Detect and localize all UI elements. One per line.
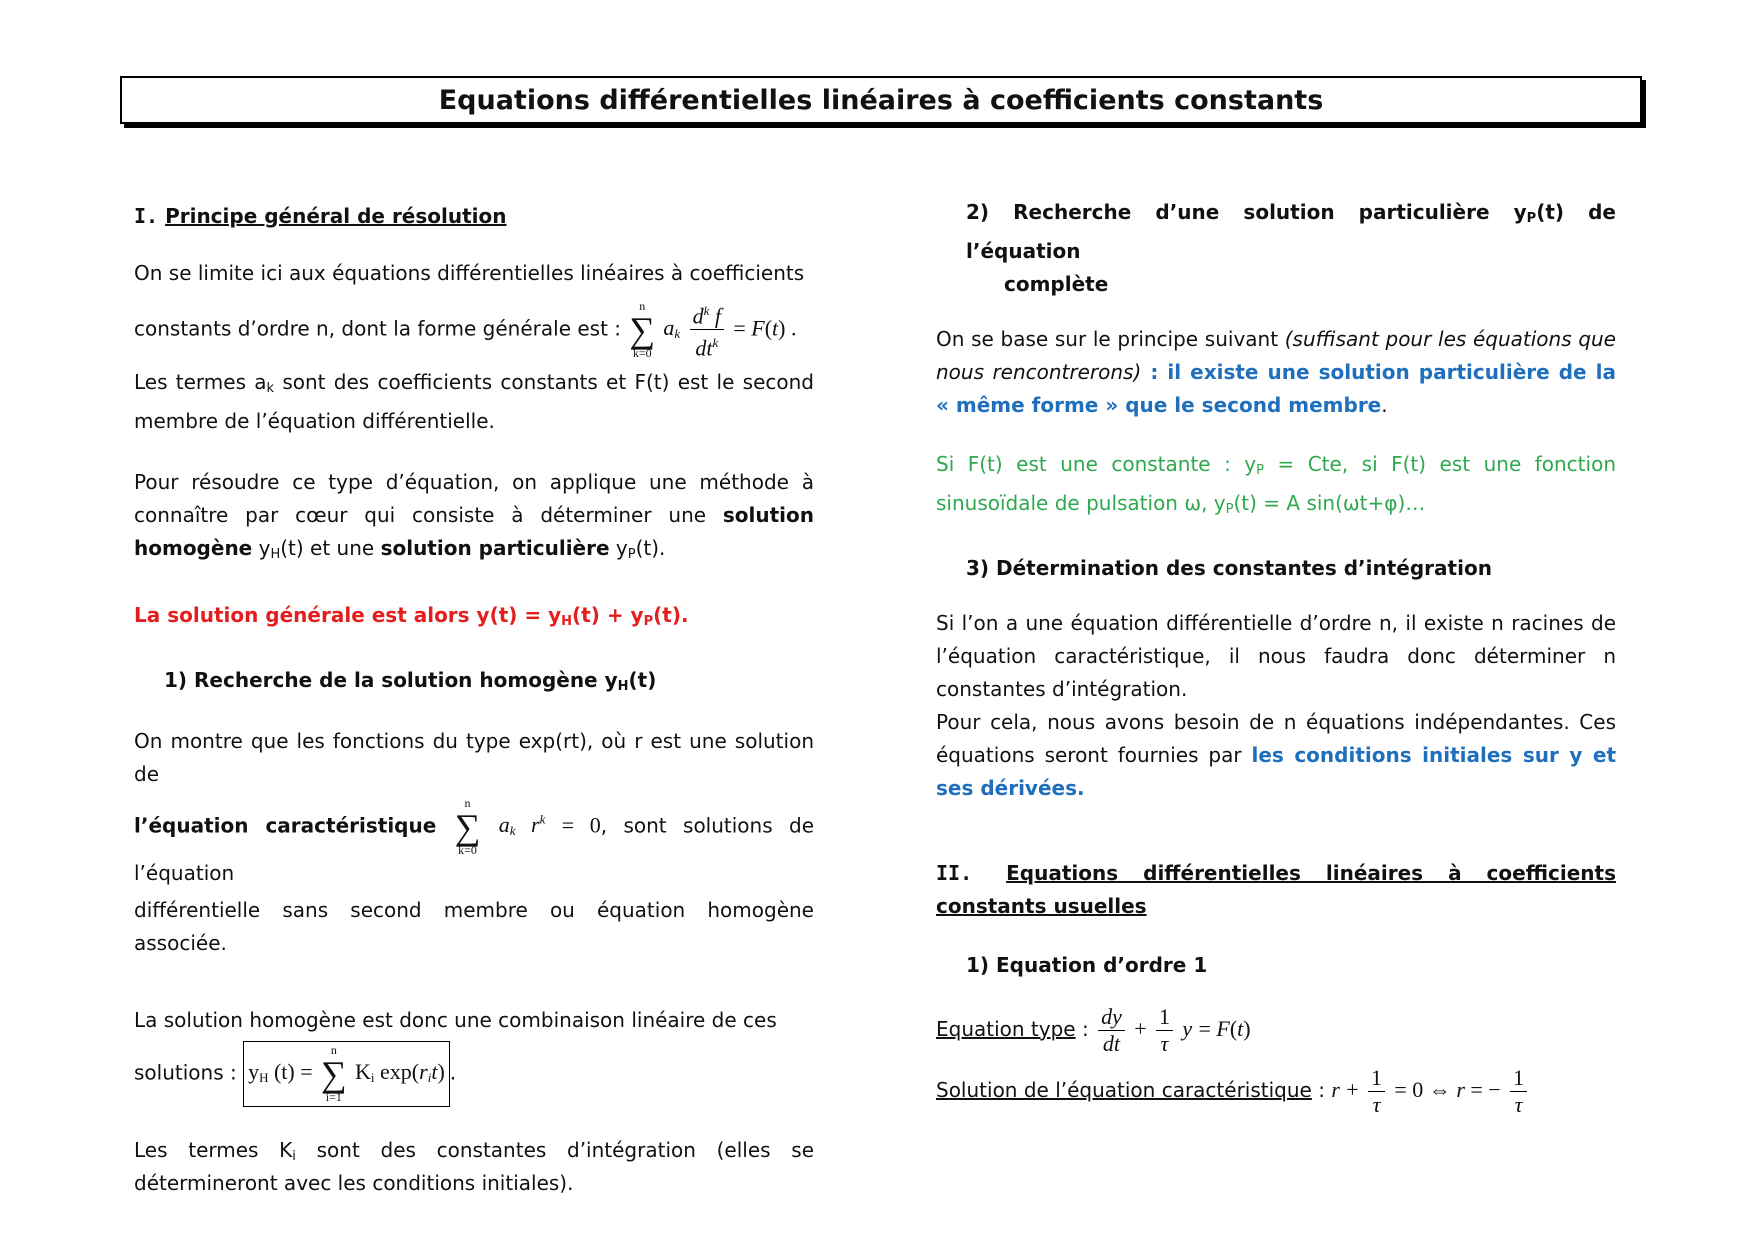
paragraph-solution-box: solutions : $y_H$ (t) = n ∑ i=1 $K_i$ $\exp(r_it)$ . [134, 1041, 814, 1107]
left-column [134, 200, 814, 1196]
equation-type-line: Equation type : $\frac{dy}{dt}$ + $\frac{1}{\tau}$ y = F(t) [936, 1004, 1251, 1056]
right-column [936, 196, 1616, 1118]
paragraph-general-form: constants d’ordre n, dont la forme générale est : n ∑ k=0 $a_k$ $\frac{d^k f}{dt^k}$ = F(t) . [134, 298, 797, 361]
homogeneous-solution-formula: $y_H$ (t) = n ∑ i=1 $K_i$ $\exp(r_it)$ [243, 1041, 450, 1107]
paragraph-roots: Si l’on a une équation différentielle d’ordre n, il existe n racines de l’équation caractéristique, il nous faudra donc déterminer n constantes d’intégration. [936, 611, 1616, 701]
paragraph-principle: On se base sur le principe suivant (suffisant pour les équations que nous rencontrerons) : il existe une solution particulière de la « même forme » que le second membre. [936, 327, 1617, 417]
paragraph-initial-conditions: Pour cela, nous avons besoin de n équations indépendantes. Ces équations seront fournies par les conditions initiales sur y et ses dérivées. [936, 710, 1616, 800]
general-solution-line: La solution générale est alors $y(t) = y_H(t) + y_P(t)$. [134, 602, 689, 629]
subsection-3-heading: 3) Détermination des constantes d’intégration [966, 556, 1492, 580]
section-1-heading: I. Principe général de résolution [134, 204, 507, 228]
paragraph-terms: Les termes $a_k$ sont des coefficients constants et F(t) est le second membre de l’équation différentielle. [134, 369, 814, 433]
paragraph-characteristic: On montre que les fonctions du type exp(rt), où r est une solution de [134, 728, 814, 786]
section-2-heading: II. Equations différentielles linéaires à coefficients constants usuelles [936, 861, 1616, 918]
paragraph-intro: On se limite ici aux équations différentielles linéaires à coefficients [134, 261, 805, 285]
paragraph-method: Pour résoudre ce type d’équation, on applique une méthode à connaître par cœur qui consiste à déterminer une solution homogène $y_H(t)$ et une solution particulière $y_P(t)$. [134, 469, 814, 562]
subsection-2-heading-cont: complète [1004, 272, 1109, 296]
paragraph-homogeneous: différentielle sans second membre ou équation homogène associée. [134, 897, 814, 955]
paragraph-particular-examples: Si F(t) est une constante : $y_P$ = Cte, si F(t) est une fonction sinusoïdale de pulsation ω, $y_P(t) = A$ sin(ωt+φ)… [936, 452, 1616, 517]
page-title: Equations différentielles linéaires à coefficients constants [438, 84, 1324, 116]
paragraph-characteristic-eq: l’équation caractéristique n ∑ k=0 $a_k$ $r^k = 0$, sont solutions de l’équation [134, 795, 815, 885]
subsection-4-heading: 1) Equation d’ordre 1 [966, 953, 1208, 977]
subsection-1-heading: 1) Recherche de la solution homogène $y_H(t)$ [164, 667, 657, 694]
subsection-2-heading: 2) Recherche d’une solution particulière $y_P(t)$ de l’équation [966, 200, 1616, 263]
characteristic-solution-line: Solution de l’équation caractéristique : r + $\frac{1}{\tau}$ = 0 ⇔ r = − $\frac{1}{\tau}$ [936, 1065, 1616, 1118]
paragraph-combination: La solution homogène est donc une combinaison linéaire de ces [134, 1007, 777, 1032]
sum-symbol-2: n ∑ k=0 [454, 795, 481, 857]
title-box [120, 76, 1642, 124]
paragraph-constants: Les termes $K_i$ sont des constantes d’intégration (elles se détermineront avec les conditions initiales). [134, 1137, 814, 1195]
fraction-derivative: $\frac{d^k f}{dt^k}$ [690, 298, 724, 362]
sum-symbol: n ∑ k=0 [629, 298, 656, 360]
